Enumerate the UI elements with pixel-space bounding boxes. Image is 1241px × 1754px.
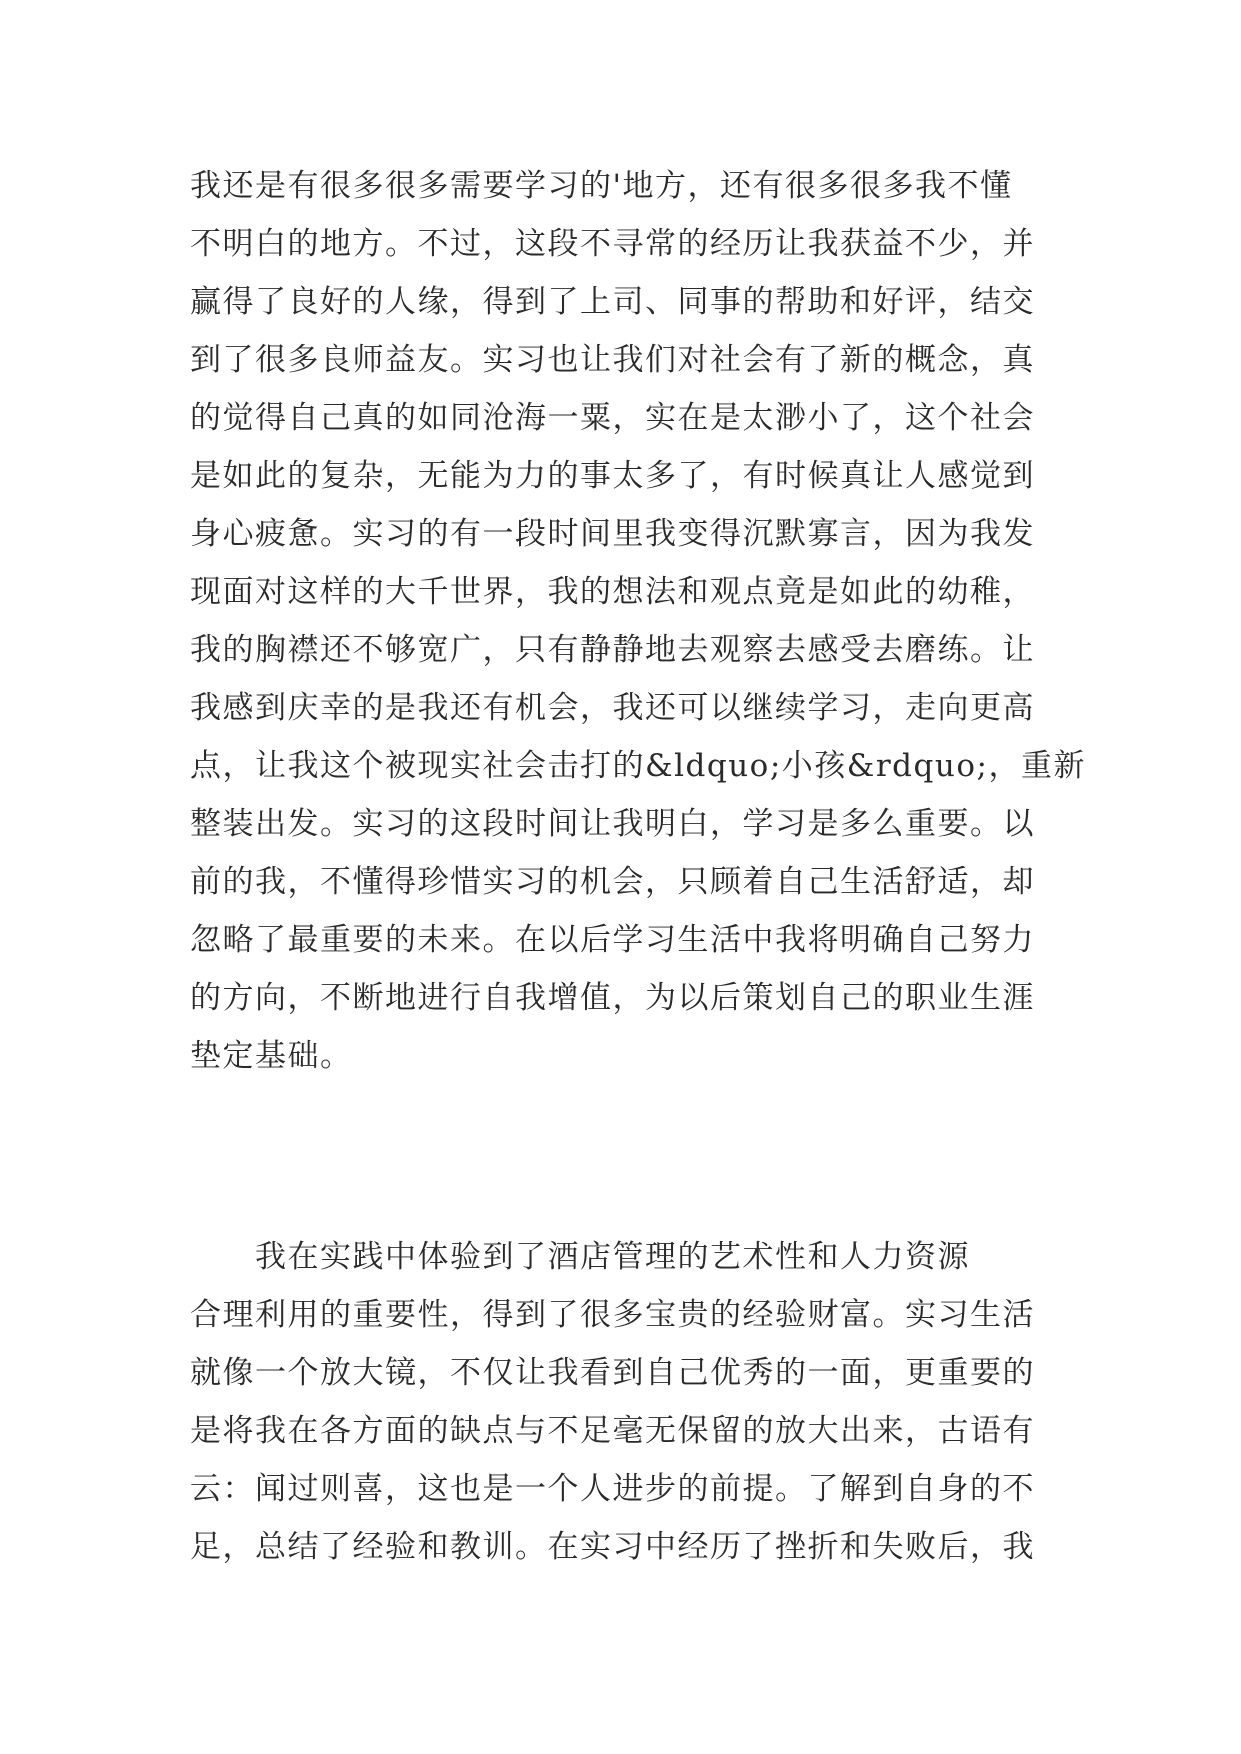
text-line: 是如此的复杂，无能为力的事太多了，有时候真让人感觉到 — [190, 458, 1035, 494]
body-paragraph — [190, 157, 1086, 1085]
text-line: 的觉得自己真的如同沧海一粟，实在是太渺小了，这个社会 — [190, 400, 1035, 436]
text-line: 我还是有很多很多需要学习的'地方，还有很多很多我不懂 — [190, 168, 1013, 204]
text-line: 到了很多良师益友。实习也让我们对社会有了新的概念，真 — [190, 342, 1035, 378]
text-line: 现面对这样的大千世界，我的想法和观点竟是如此的幼稚， — [190, 574, 1035, 610]
text-line: 点，让我这个被现实社会击打的&ldquo;小孩&rdquo;，重新 — [190, 748, 1086, 784]
text-line: 忽略了最重要的未来。在以后学习生活中我将明确自己努力 — [190, 922, 1035, 958]
body-paragraph — [190, 1228, 1070, 1576]
text-line: 我的胸襟还不够宽广，只有静静地去观察去感受去磨练。让 — [190, 632, 1035, 668]
text-line: 赢得了良好的人缘，得到了上司、同事的帮助和好评，结交 — [190, 284, 1035, 320]
text-line: 足，总结了经验和教训。在实习中经历了挫折和失败后，我 — [190, 1529, 1035, 1565]
text-line: 我感到庆幸的是我还有机会，我还可以继续学习，走向更高 — [190, 690, 1035, 726]
text-line: 身心疲惫。实习的有一段时间里我变得沉默寡言，因为我发 — [190, 516, 1035, 552]
text-line: 不明白的地方。不过，这段不寻常的经历让我获益不少，并 — [190, 226, 1035, 262]
text-line: 是将我在各方面的缺点与不足毫无保留的放大出来，古语有 — [190, 1413, 1035, 1449]
text-line: 的方向，不断地进行自我增值，为以后策划自己的职业生涯 — [190, 980, 1035, 1016]
text-line: 整装出发。实习的这段时间让我明白，学习是多么重要。以 — [190, 806, 1035, 842]
text-line: 就像一个放大镜，不仅让我看到自己优秀的一面，更重要的 — [190, 1355, 1035, 1391]
text-line: 垫定基础。 — [190, 1038, 353, 1074]
text-line: 我在实践中体验到了酒店管理的艺术性和人力资源 — [190, 1239, 970, 1275]
text-line: 合理利用的重要性，得到了很多宝贵的经验财富。实习生活 — [190, 1297, 1035, 1333]
text-line: 前的我，不懂得珍惜实习的机会，只顾着自己生活舒适，却 — [190, 864, 1035, 900]
text-line: 云：闻过则喜，这也是一个人进步的前提。了解到自身的不 — [190, 1471, 1035, 1507]
